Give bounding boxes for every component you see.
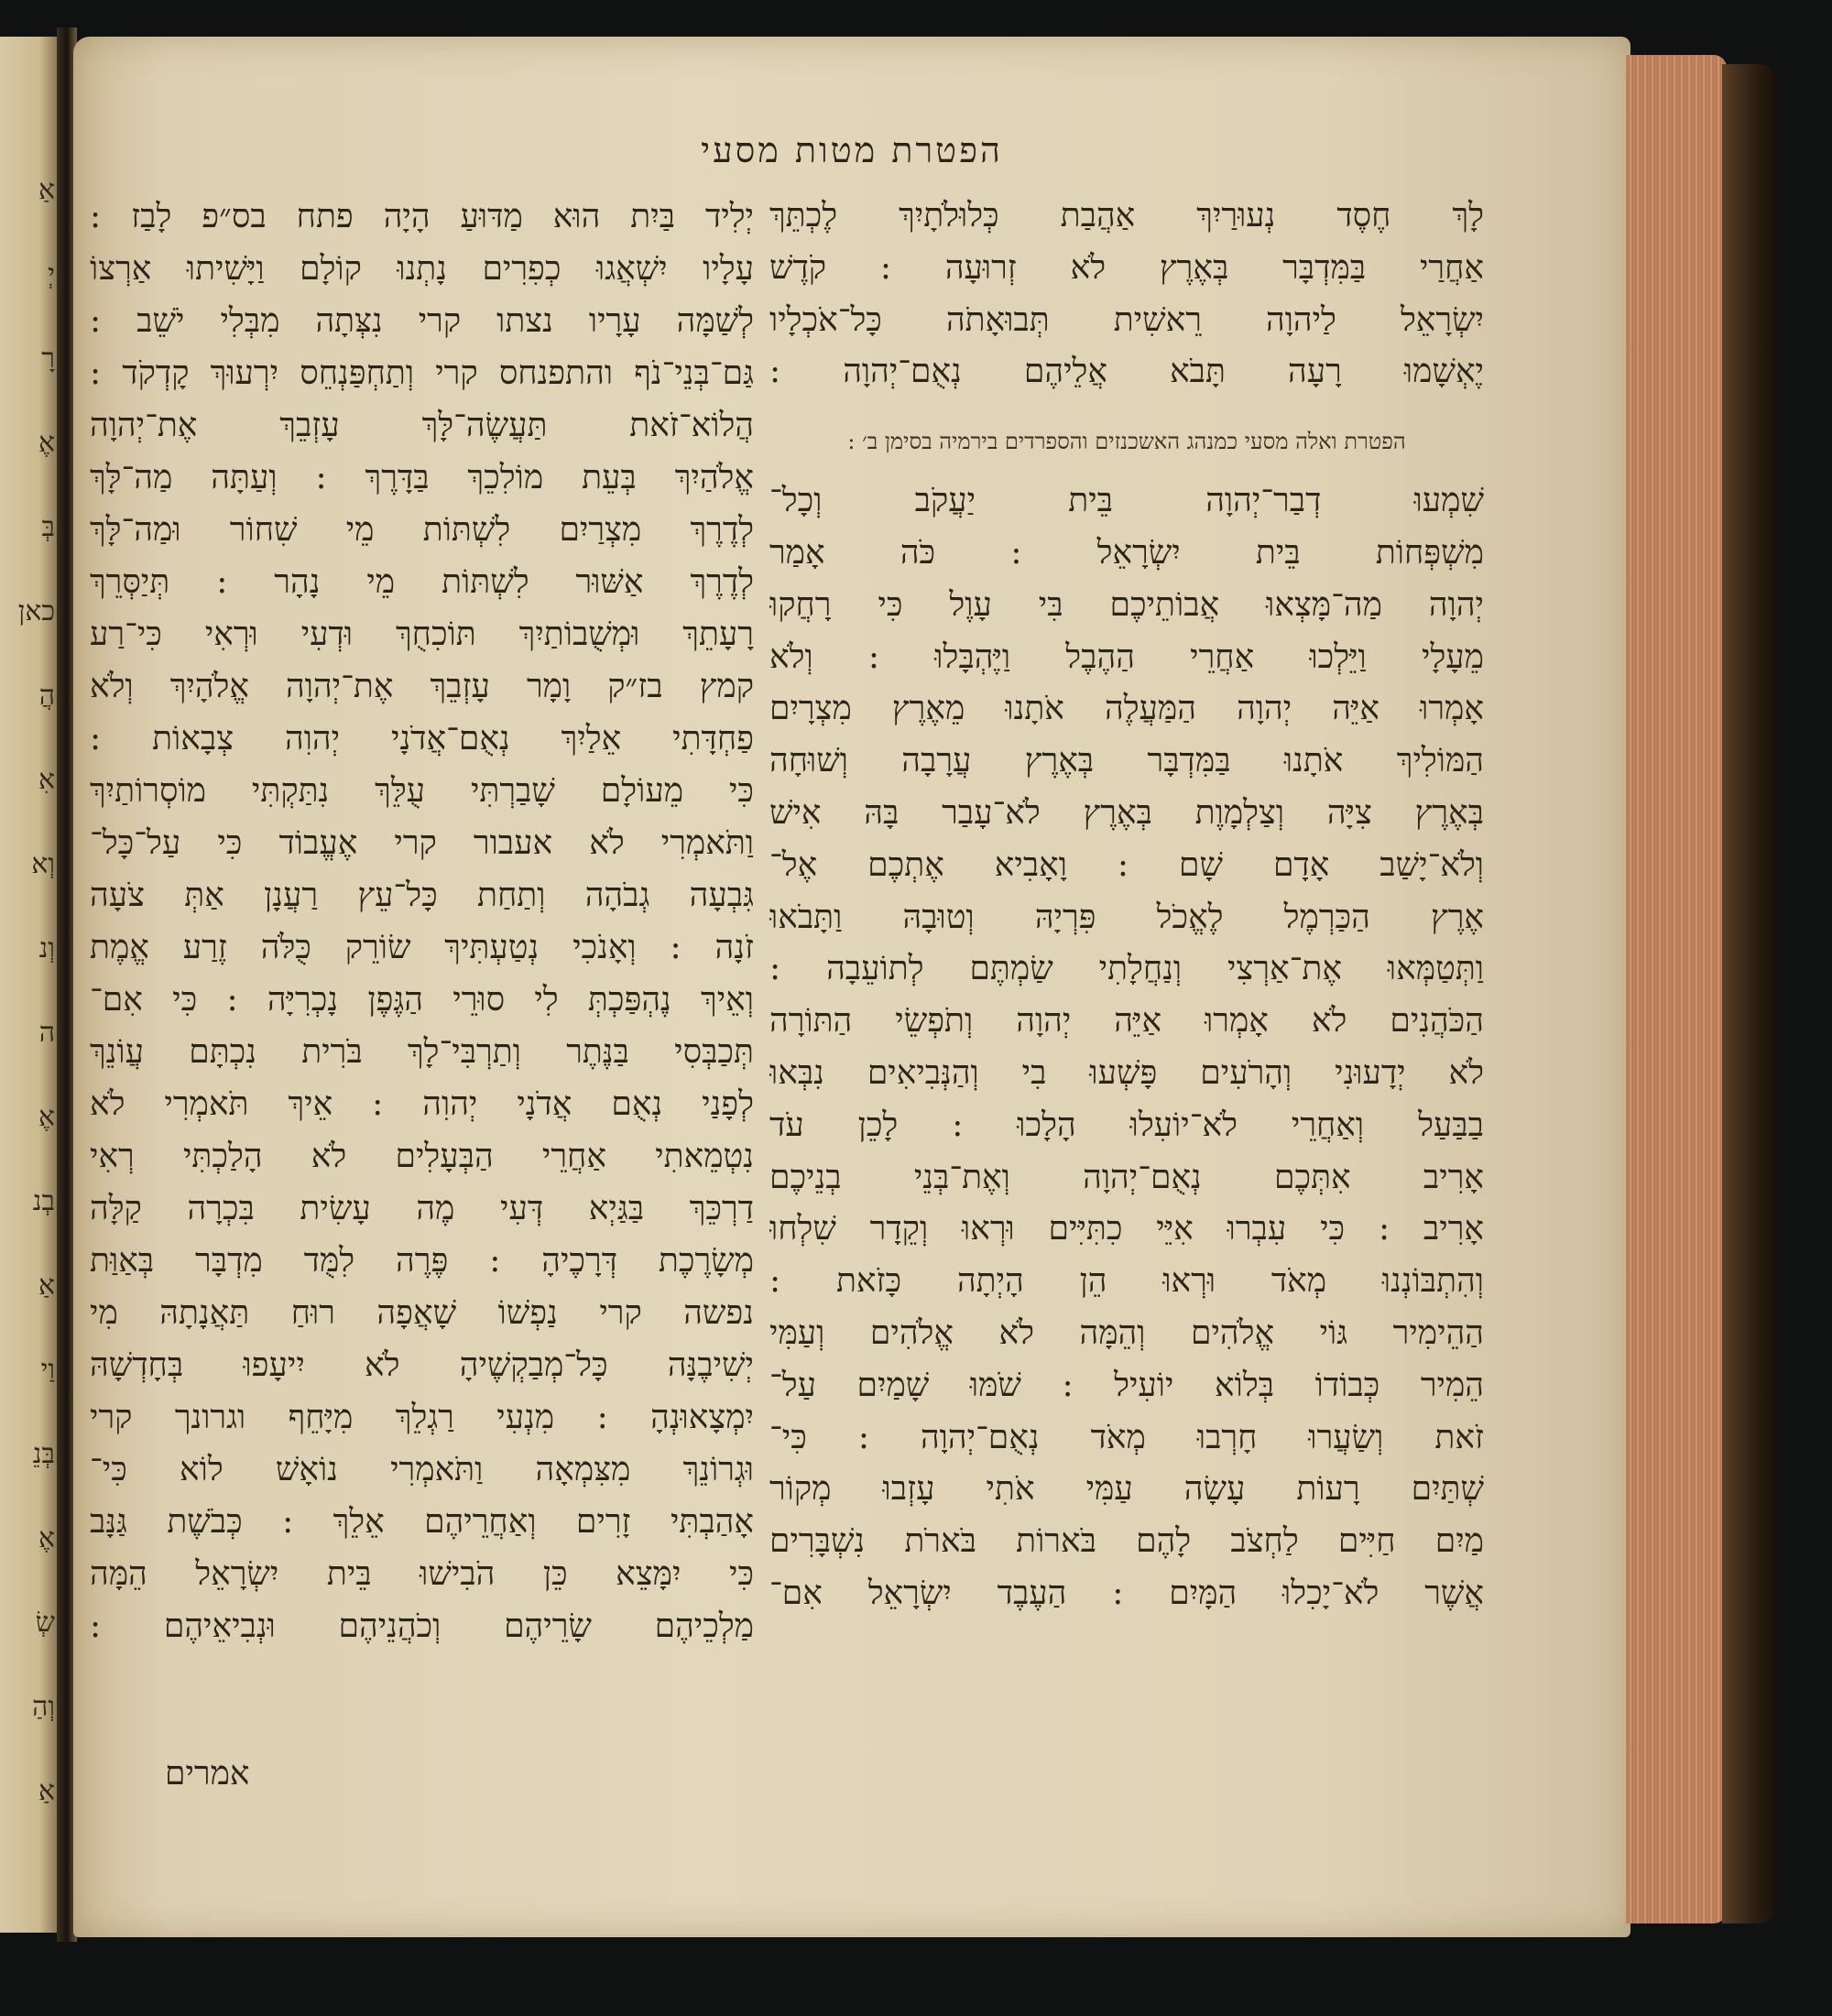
previous-page-fragment: שְׂ [35, 1607, 55, 1639]
previous-page-fragment: אֶ [38, 1522, 55, 1554]
left-column-line: לְפָנַי נְאֻם אֲדֹנָי יְהוִה : אֵיךְ תֹּאמְרִי לֹא [90, 1085, 754, 1123]
previous-page-fragment: וְא [31, 848, 55, 880]
right-column-line: מִשְׁפְּחוֹת בֵּית יִשְׂרָאֵל : כֹּה אָמַר [769, 533, 1484, 572]
left-column-line: וְאֵיךְ נֶהְפַּכְתְּ לִי סוּרֵי הַגֶּפֶן נָכְרִיָּה : כִּי אִם־ [90, 981, 754, 1019]
previous-page-fragment: אַ [38, 1270, 55, 1302]
previous-page-fragment: רָ [41, 343, 55, 375]
right-column [769, 191, 1484, 1620]
previous-page-fragment: ה [38, 1017, 55, 1049]
right-column-line: וְלֹא־יָשַׁב אָדָם שָׁם : וָאָבִיא אֶתְכֶם אֶל־ [769, 845, 1484, 884]
previous-page-fragment: אַ [38, 174, 55, 206]
right-column-line: לָךְ חֶסֶד נְעוּרַיִךְ אַהֲבַת כְּלוּלֹתָיִךְ לֶכְתֵּךְ [769, 197, 1484, 234]
previous-page-fragment: אִ [38, 764, 55, 796]
right-column-line: לֹא יְדָעוּנִי וְהָרֹעִים פָּשְׁעוּ בִי וְהַנְּבִיאִים נִבְּאוּ [769, 1053, 1484, 1092]
right-column-line: הַכֹּהֲנִים לֹא אָמְרוּ אַיֵּה יְהוָה וְתֹפְשֵׂי הַתּוֹרָה [769, 1002, 1484, 1041]
right-column-line: הַהֵימִיר גּוֹי אֱלֹהִים וְהֵמָּה לֹא אֱלֹהִים וְעַמִּי [769, 1313, 1484, 1352]
left-column-line: אָהַבְתִּי זָרִים וְאַחֲרֵיהֶם אֵלֵךְ : כְּבֹשֶׁת גַּנָּב [90, 1503, 754, 1541]
left-column-line: נפשה קרי נַפְשׁוֹ שָׁאֲפָה רוּחַ תַּאֲנָתָהּ מִי [90, 1294, 754, 1332]
right-column-line: אֲשֶׁר לֹא־יָכִלוּ הַמָּיִם : הַעֶבֶד יִשְׂרָאֵל אִם־ [769, 1574, 1484, 1612]
left-column-line: וַתֹּאמְרִי לֹא אעבור קרי אֶעֱבוֹד כִּי עַל־כָּל־ [90, 824, 754, 862]
left-column-line: זֹנָה : וְאָנֹכִי נְטַעְתִּיךְ שׂוֹרֵק כֻּלֹּה זֶרַע אֱמֶת [90, 929, 754, 966]
right-column-line: יֶאְשָׁמוּ רָעָה תָּבֹא אֲלֵיהֶם נְאֻם־יְהוָה : [769, 353, 1484, 391]
right-column-top-text [769, 191, 1484, 398]
left-column-line: הֲלוֹא־זֹאת תַּעֲשֶׂה־לָּךְ עָזְבֵךְ אֶת־יְהוָה [90, 407, 754, 444]
right-column-line: בַבַּעַל וְאַחֲרֵי לֹא־יוֹעִלוּ הָלָכוּ : לָכֵן עֹד [769, 1106, 1484, 1144]
right-column-line: וְהִתְבּוֹנְנוּ מְאֹד וּרְאוּ הֵן הָיְתָה כָּזֹאת : [769, 1262, 1484, 1301]
left-column-line: יְלִיד בַּיִת הוּא מַדּוּעַ הָיָה פתח בס״פ לָבַז : [90, 198, 754, 235]
left-column-line: וּגְרוֹנֵךְ מִצִּמְאָה וַתֹּאמְרִי נוֹאָשׁ לוֹא כִּי־ [90, 1451, 754, 1488]
left-column [90, 191, 754, 1652]
right-column-line: הַמּוֹלִיךְ אֹתָנוּ בַּמִּדְבָּר בְּאֶרֶץ עֲרָבָה וְשׁוּחָה [769, 742, 1484, 780]
previous-page-fragment: בְּ [41, 511, 55, 543]
right-column-line: אָמְרוּ אַיֵּה יְהוָה הַמַּעֲלֶה אֹתָנוּ מֵאֶרֶץ מִצְרָיִם [769, 690, 1484, 728]
left-column-line: גַּם־בְּנֵי־נֹף והתפנחס קרי וְתַחְפַּנְחֵס יִרְעוּךְ קָדְקֹד : [90, 354, 754, 392]
previous-page-fragment: וַי [40, 1354, 55, 1386]
left-column-line: כִּי מֵעוֹלָם שָׁבַרְתִּי עֻלֵּךְ נִתַּקְתִּי מוֹסְרוֹתַיִךְ [90, 772, 754, 810]
previous-page-fragment: יְ [48, 258, 55, 290]
left-column-line: תְּכַבְּסִי בַּנֶּתֶר וְתַרְבִּי־לָךְ בֹּרִית נִכְתָּם עֲוֹנֵךְ [90, 1033, 754, 1071]
right-column-line: מַיִם חַיִּים לַחְצֹב לָהֶם בֹּארוֹת בֹּארֹת נִשְׁבָּרִים [769, 1522, 1484, 1561]
right-column-line: אֶרֶץ הַכַּרְמֶל לֶאֱכֹל פִּרְיָהּ וְטוּבָהּ וַתָּבֹאוּ [769, 898, 1484, 936]
catchword: אמרים [165, 1755, 250, 1793]
right-column-line: אָרִיב אִתְּכֶם נְאֻם־יְהוָה וְאֶת־בְּנֵי בְנֵיכֶם [769, 1158, 1484, 1196]
previous-page-fragment: אֶ [38, 427, 55, 459]
previous-page-fragment: אַ [38, 1775, 55, 1807]
right-column-line: זֹאת וְשַׂעֲרוּ חָרְבוּ מְאֹד נְאֻם־יְהוָה : כִּי־ [769, 1418, 1484, 1456]
previous-page-fragment: בְנ [32, 1185, 55, 1217]
right-column-line: יְהוָה מַה־מָּצְאוּ אֲבוֹתֵיכֶם בִּי עָוֶל כִּי רָחֲקוּ [769, 585, 1484, 624]
left-column-line: כִּי יִמָּצֵא כֵּן הֹבִישׁוּ בֵּית יִשְׂרָאֵל הֵמָּה [90, 1555, 754, 1593]
left-column-line: מַלְכֵיהֶם שָׂרֵיהֶם וְכֹהֲנֵיהֶם וּנְבִיאֵיהֶם : [90, 1607, 754, 1645]
right-column-line: אָרִיב : כִּי עִבְרוּ אִיֵּי כִתִּיִּים וּרְאוּ וְקֵדָר שִׁלְחוּ [769, 1210, 1484, 1248]
right-column-body-text [769, 475, 1484, 1620]
left-column-line: רָעָתֵךְ וּמְשֻׁבוֹתַיִךְ תּוֹכִחֻךְ וּדְעִי וּרְאִי כִּי־רַע [90, 616, 754, 653]
left-column-line: יְשִׁיבֶנָּה כָּל־מְבַקְשֶׁיהָ לֹא יִיעָפוּ בְּחָדְשָׁהּ [90, 1346, 754, 1384]
left-column-line: נִטְמֵאתִי אַחֲרֵי הַבְּעָלִים לֹא הָלַכְתִּי רְאִי [90, 1138, 754, 1175]
previous-page-fragment: אֶ [38, 1101, 55, 1133]
previous-page-fragment: וְנ [38, 932, 55, 964]
left-column-body-text [90, 191, 754, 1652]
right-column-line: יִשְׂרָאֵל לַיהוָה רֵאשִׁית תְּבוּאָתֹה כָּל־אֹכְלָיו [769, 300, 1484, 339]
right-column-line: שִׁמְעוּ דְבַר־יְהוָה בֵּית יַעֲקֹב וְכָל־ [769, 482, 1484, 520]
left-column-line: לְדֶרֶךְ אַשּׁוּר לִשְׁתּוֹת מֵי נָהָר : תְּיַסְּרֵךְ [90, 563, 754, 601]
left-column-line: לְדֶרֶךְ מִצְרַיִם לִשְׁתּוֹת מֵי שִׁחוֹר וּמַה־לָּךְ [90, 511, 754, 549]
page-header: הפטרת מטות מסעי [701, 130, 1003, 170]
left-column-line: פַחְדָּתִי אֵלַיִךְ נְאֻם־אֲדֹנָי יְהוִה צְבָאוֹת : [90, 720, 754, 757]
right-column-line: בְּאֶרֶץ צִיָּה וְצַלְמָוֶת בְּאֶרֶץ לֹא־עָבַר בָּהּ אִישׁ [769, 793, 1484, 832]
left-column-line: מְשָׂרֶכֶת דְּרָכֶיהָ : פֶּרֶה לִמֻּד מִדְבָּר בְּאַוַּת [90, 1242, 754, 1280]
left-column-line: דַרְכֵּךְ בַּגַּיְא דְּעִי מֶה עָשִׂית בִּכְרָה קַלָּה [90, 1190, 754, 1227]
previous-page-fragment: כאן [17, 595, 55, 627]
right-column-line: אַחֲרַי בַּמִּדְבָּר בְּאֶרֶץ לֹא זְרוּעָה : קֹדֶשׁ [769, 248, 1484, 287]
left-column-line: קמץ בז״ק וָמָר עָזְבֵךְ אֶת־יְהוָה אֱלֹהָיִךְ וְלֹא [90, 668, 754, 705]
left-column-line: לְשַׁמָּה עָרָיו נצתו קרי נִצְּתָה מִבְּלִי יֹשֵׁב : [90, 302, 754, 340]
previous-page-fragment: בְּנֵ [32, 1438, 55, 1470]
left-column-line: אֱלֹהַיִךְ בְּעֵת מוֹלִכֵךְ בַּדָּרֶךְ : וְעַתָּה מַה־לָּךְ [90, 459, 754, 496]
right-column-line: הֵמִיר כְּבוֹדוֹ בְּלוֹא יוֹעִיל : שֹׁמּוּ שָׁמַיִם עַל־ [769, 1366, 1484, 1404]
right-column-line: מֵעָלָי וַיֵּלְכוּ אַחֲרֵי הַהֶבֶל וַיֶּהְבָּלוּ : וְלֹא [769, 637, 1484, 676]
book-page [73, 37, 1630, 1937]
right-column-line: וַתְּטַמְּאוּ אֶת־אַרְצִי וְנַחֲלָתִי שַׂמְתֶּם לְתוֹעֵבָה : [769, 950, 1484, 988]
left-column-line: עָלָיו יִשְׁאֲגוּ כְפִרִים נָתְנוּ קוֹלָם וַיָּשִׁיתוּ אַרְצוֹ [90, 250, 754, 288]
haftarah-heading-note: הפטרת ואלה מסעי כמנהג האשכנזים והספרדים בירמיה בסימן ב׳ : [847, 429, 1406, 455]
right-column-line: שְׁתַּיִם רָעוֹת עָשָׂה עַמִּי אֹתִי עָזְבוּ מְקוֹר [769, 1470, 1484, 1509]
previous-page-fragment: וְהַ [32, 1691, 55, 1723]
left-column-line: יִמְצָאוּנְהָ : מִנְעִי רַגְלֵךְ מִיָּחֵף וגרונך קרי [90, 1399, 754, 1436]
previous-page-fragment: הֲ [38, 680, 55, 712]
book-cover [1722, 64, 1777, 1923]
left-column-line: גִּבְעָה גְבֹהָה וְתַחַת כָּל־עֵץ רַעֲנָן אַתְּ צֹעָה [90, 877, 754, 914]
page-block-edge [1626, 55, 1727, 1923]
previous-page-edge [0, 37, 57, 1933]
